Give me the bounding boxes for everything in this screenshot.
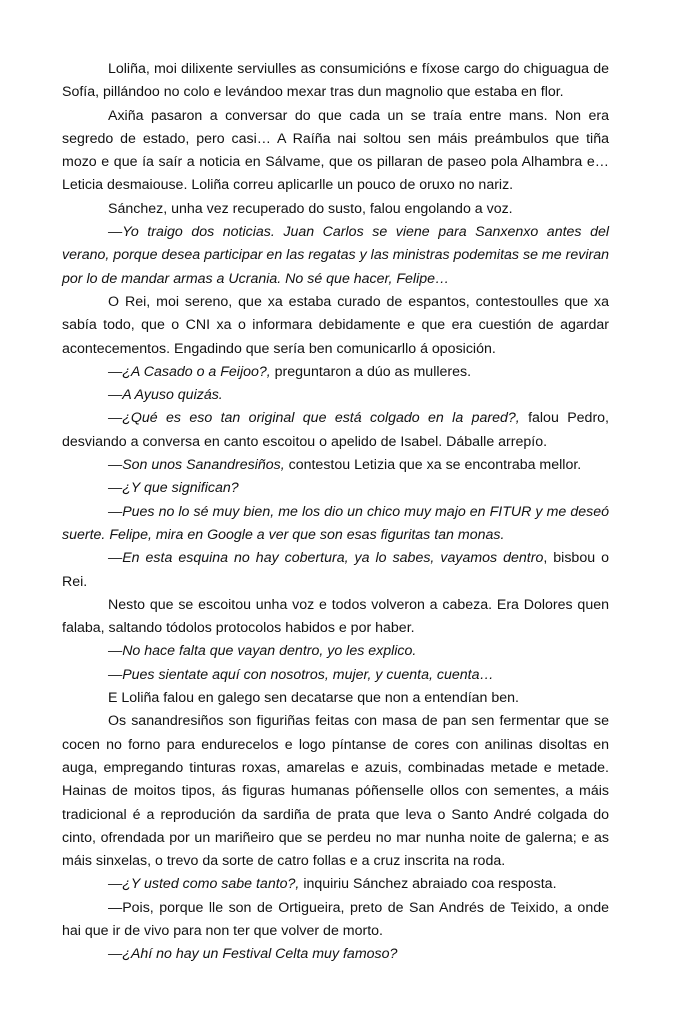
italic-text-run: —¿Y que significan? [108, 480, 239, 497]
italic-text-run: —¿Y usted como sabe tanto?, [108, 876, 300, 893]
paragraph [62, 58, 609, 105]
text-run: —Pois, porque lle son de Ortigueira, preto de San Andrés de Teixido, a onde hai que ir de vivo para non ter que volver de morto. [62, 899, 609, 939]
text-run: falou Pedro, desviando a conversa en canto escoitou o apelido de Isabel. Dáballe arrepío. [62, 410, 610, 450]
text-run: Os sanandresiños son figuriñas feitas con masa de pan sen fermentar que se cocen no forno para endurecelos e logo píntanse de cores con anilinas disoltas en auga, empregando tinturas roxas, amarelas e azuis, combinadas metade e metade. Hainas de moitos tipos, ás figuras humanas póñenselle ollos con sementes, a máis tradicional é a reprodución da sardiña de prata que leva o Santo André colgada do cinto, ofrendada por un mariñeiro que se perdeu no mar nunha noite de galerna; e as máis sinxelas, o trevo da sorte de catro follas e a cruz inscrita na roda. [62, 713, 609, 870]
italic-text-run: —No hace falta que vayan dentro, yo les explico. [108, 643, 417, 660]
italic-text-run: —A Ayuso quizás. [108, 387, 223, 404]
italic-text-run: —Pues sientate aquí con nosotros, mujer, y cuenta, cuenta… [108, 666, 494, 683]
paragraph [62, 477, 609, 500]
paragraph [62, 221, 609, 291]
paragraph [62, 594, 609, 641]
paragraph [62, 943, 609, 966]
paragraph [62, 640, 609, 663]
italic-text-run: —Pues no lo sé muy bien, me los dio un chico muy majo en FITUR y me deseó suerte. Felipe, mira en Google a ver que son esas figuritas tan monas. [62, 503, 609, 543]
text-run: preguntaron a dúo as mulleres. [270, 363, 472, 380]
paragraph [62, 105, 609, 198]
paragraph [62, 407, 609, 454]
text-run: Nesto que se escoitou unha voz e todos volveron a cabeza. Era Dolores quen falaba, saltando tódolos protocolos habidos e por haber. [62, 596, 609, 637]
paragraph [62, 873, 609, 896]
italic-text-run: —Son unos Sanandresiños, [108, 457, 285, 474]
paragraph [62, 664, 609, 687]
text-run: Loliña, moi dilixente serviulles as consumicións e fíxose cargo do chiguagua de Sofía, pillándoo no colo e levándoo mexar tras dun magnolio que estaba en flor. [62, 61, 609, 101]
paragraph [62, 501, 609, 548]
document-page [62, 58, 609, 967]
italic-text-run: —En esta esquina no hay cobertura, ya lo sabes, vayamos dentro [108, 550, 544, 567]
text-run: inquiriu Sánchez abraiado coa resposta. [299, 876, 557, 893]
paragraph [62, 384, 609, 407]
paragraph [62, 897, 609, 944]
paragraph [62, 547, 609, 594]
text-run: O Rei, moi sereno, que xa estaba curado de espantos, contestoulles que xa sabía todo, que o CNI xa o informara debidamente e que era cuestión de agardar acontecementos. Engadindo que sería ben comunicarllo á oposición. [62, 293, 609, 357]
text-run: E Loliña falou en galego sen decatarse que non a entendían ben. [108, 690, 519, 707]
text-run: Sánchez, unha vez recuperado do susto, falou engolando a voz. [108, 200, 513, 217]
paragraph [62, 687, 609, 710]
italic-text-run: —¿Ahí no hay un Festival Celta muy famoso? [108, 946, 398, 963]
paragraph [62, 198, 609, 221]
paragraph [62, 454, 609, 477]
paragraph [62, 291, 609, 361]
text-run: Axiña pasaron a conversar do que cada un se traía entre mans. Non era segredo de estado, pero casi… A Raíña nai soltou sen máis preámbulos que tiña mozo e que ía saír a noticia en Sálvame, que os pillaran de paseo pola Alhambra e… Leticia desmaiouse. Loliña correu aplicarlle un pouco de oruxo no nariz. [62, 107, 609, 194]
text-run: contestou Letizia que xa se encontraba mellor. [284, 457, 582, 474]
paragraph [62, 361, 609, 384]
text-run: , bisbou o Rei. [62, 550, 609, 590]
italic-text-run: —Yo traigo dos noticias. Juan Carlos se viene para Sanxenxo antes del verano, porque desea participar en las regatas y las ministras podemitas se me reviran por lo de mandar armas a Ucrania. No sé que hacer, Felipe… [62, 224, 609, 287]
paragraph [62, 710, 609, 873]
italic-text-run: —¿Qué es eso tan original que está colgado en la pared?, [108, 410, 520, 427]
italic-text-run: —¿A Casado o a Feijoo?, [108, 363, 271, 380]
